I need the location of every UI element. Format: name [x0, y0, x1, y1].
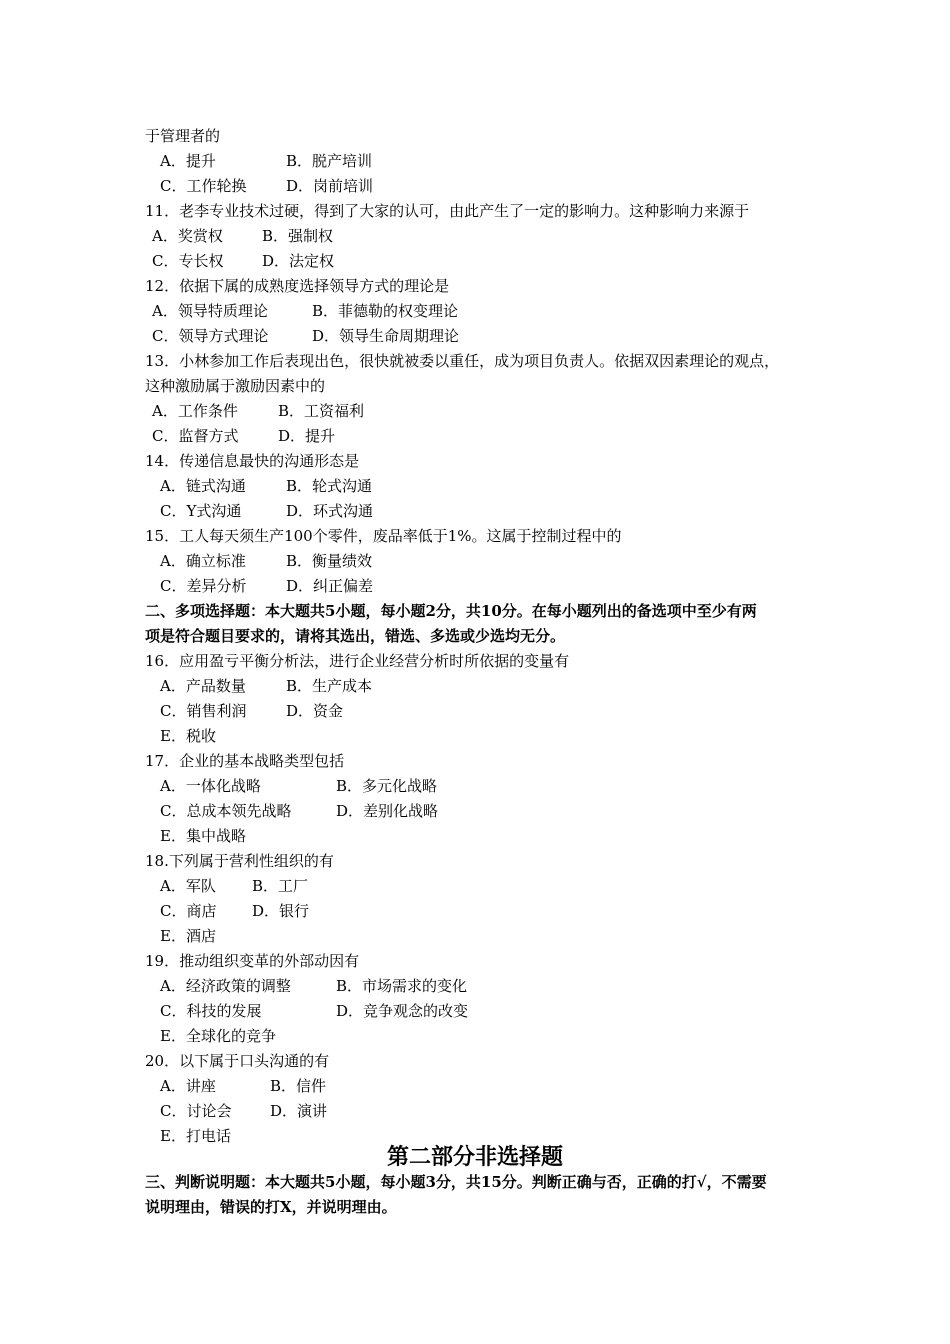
q17-stem: 17．企业的基本战略类型包括 [145, 752, 345, 770]
q15-option-c: C．差异分析 [160, 577, 247, 595]
q16-option-c: C．销售利润 [160, 702, 247, 720]
q10-option-a: A．提升 [160, 152, 216, 170]
section2-heading: 二、多项选择题：本大题共5小题，每小题2分，共10分。在每小题列出的备选项中至少有两 [145, 602, 757, 620]
q18-option-c: C．商店 [160, 902, 217, 920]
section2-heading-cont: 项是符合题目要求的，请将其选出，错选、多选或少选均无分。 [145, 627, 566, 645]
q14-option-c: C．Y式沟通 [160, 502, 242, 520]
q14-option-a: A．链式沟通 [160, 477, 246, 495]
q16-option-a: A．产品数量 [160, 677, 246, 695]
q13-option-a: A．工作条件 [152, 402, 238, 420]
q10-option-b: B．脱产培训 [286, 152, 373, 170]
q17-option-c: C．总成本领先战略 [160, 802, 292, 820]
q13-stem-cont: 这种激励属于激励因素中的 [145, 377, 326, 395]
q13-option-d: D．提升 [278, 427, 336, 445]
q13-option-b: B．工资福利 [278, 402, 365, 420]
q11-option-c: C．专长权 [152, 252, 224, 270]
q16-option-d: D．资金 [286, 702, 344, 720]
section3-heading-cont: 说明理由，错误的打X，并说明理由。 [145, 1198, 397, 1216]
q13-stem: 13．小林参加工作后表现出色，很快就被委以重任，成为项目负责人。依据双因素理论的观点， [145, 352, 780, 370]
part2-title: 第二部分非选择题 [386, 1144, 563, 1170]
section3-heading: 三、判断说明题：本大题共5小题，每小题3分，共15分。判断正确与否，正确的打√，不需要 [145, 1173, 767, 1191]
q11-option-a: A．奖赏权 [152, 227, 223, 245]
continued-line: 于管理者的 [145, 127, 221, 145]
q19-option-b: B．市场需求的变化 [336, 977, 468, 995]
q18-option-a: A．军队 [160, 877, 216, 895]
q20-option-c: C．讨论会 [160, 1102, 232, 1120]
q16-stem: 16．应用盈亏平衡分析法，进行企业经营分析时所依据的变量有 [145, 652, 570, 670]
q19-option-d: D．竞争观念的改变 [336, 1002, 469, 1020]
q11-stem: 11．老李专业技术过硬，得到了大家的认可，由此产生了一定的影响力。这种影响力来源于 [145, 202, 750, 220]
q19-option-e: E．全球化的竞争 [160, 1027, 276, 1045]
q16-option-b: B．生产成本 [286, 677, 373, 695]
q13-option-c: C．监督方式 [152, 427, 239, 445]
q10-option-d: D．岗前培训 [286, 177, 374, 195]
q20-option-a: A．讲座 [160, 1077, 216, 1095]
q20-option-e: E．打电话 [160, 1127, 231, 1145]
q11-option-d: D．法定权 [262, 252, 335, 270]
q19-stem: 19．推动组织变革的外部动因有 [145, 952, 360, 970]
q17-option-b: B．多元化战略 [336, 777, 438, 795]
q14-stem: 14．传递信息最快的沟通形态是 [145, 452, 360, 470]
q18-stem: 18.下列属于营利性组织的有 [145, 852, 334, 870]
q17-option-d: D．差别化战略 [336, 802, 439, 820]
q19-option-a: A．经济政策的调整 [160, 977, 291, 995]
q20-stem: 20．以下属于口头沟通的有 [145, 1052, 330, 1070]
q12-option-c: C．领导方式理论 [152, 327, 269, 345]
q10-option-c: C．工作轮换 [160, 177, 247, 195]
q14-option-d: D．环式沟通 [286, 502, 374, 520]
q15-stem: 15．工人每天须生产100个零件，废品率低于1%。这属于控制过程中的 [145, 527, 622, 545]
q15-option-d: D．纠正偏差 [286, 577, 374, 595]
q14-option-b: B．轮式沟通 [286, 477, 373, 495]
q12-option-b: B．菲德勒的权变理论 [312, 302, 459, 320]
q18-option-d: D．银行 [252, 902, 310, 920]
q20-option-d: D．演讲 [270, 1102, 328, 1120]
q15-option-b: B．衡量绩效 [286, 552, 373, 570]
q16-option-e: E．税收 [160, 727, 216, 745]
q12-stem: 12．依据下属的成熟度选择领导方式的理论是 [145, 277, 450, 295]
q15-option-a: A．确立标准 [160, 552, 246, 570]
q17-option-e: E．集中战略 [160, 827, 246, 845]
q12-option-a: A．领导特质理论 [152, 302, 268, 320]
q20-option-b: B．信件 [270, 1077, 327, 1095]
q12-option-d: D．领导生命周期理论 [312, 327, 460, 345]
q19-option-c: C．科技的发展 [160, 1002, 262, 1020]
q11-option-b: B．强制权 [262, 227, 334, 245]
q18-option-e: E．酒店 [160, 927, 216, 945]
q17-option-a: A．一体化战略 [160, 777, 261, 795]
q18-option-b: B．工厂 [252, 877, 309, 895]
